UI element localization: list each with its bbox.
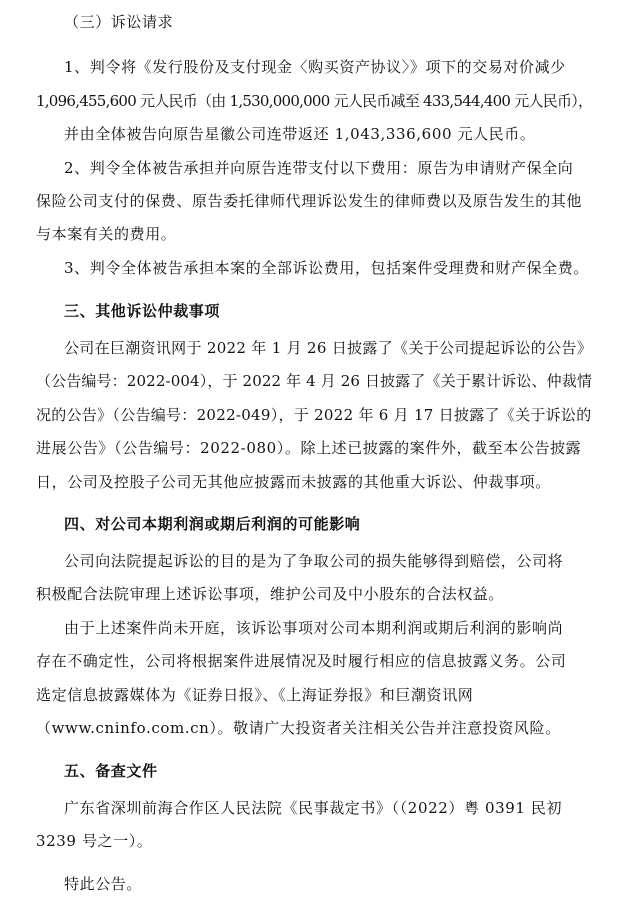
other-litigation-line-5: 日，公司及控股子公司无其他应披露而未披露的其他重大诉讼、仲裁事项。 xyxy=(36,473,551,491)
reference-docs-line-1: 广东省深圳前海合作区人民法院《民事裁定书》（（2022）粤 0391 民初 xyxy=(64,799,563,817)
other-litigation-line-4: 进展公告》（公告编号：2022-080）。除上述已披露的案件外，截至本公告披露 xyxy=(36,439,582,457)
section-reference-docs-heading: 五、备查文件 xyxy=(64,762,158,780)
section-other-litigation-heading: 三、其他诉讼仲裁事项 xyxy=(64,302,221,320)
other-litigation-line-1: 公司在巨潮资讯网于 2022 年 1 月 26 日披露了《关于公司提起诉讼的公告》 xyxy=(64,339,593,357)
claims-item-1-line-3: 并由全体被告向原告星徽公司连带返还 1,043,336,600 元人民币。 xyxy=(64,125,536,143)
impact-para-1-line-1: 公司向法院提起诉讼的目的是为了争取公司的损失能够得到赔偿，公司将 xyxy=(64,552,564,570)
claims-item-1-line-1: 1、判令将《发行股份及支付现金〈购买资产协议〉》项下的交易对价减少 xyxy=(64,58,566,76)
section-profit-impact-heading: 四、对公司本期利润或期后利润的可能影响 xyxy=(64,515,361,533)
reference-docs-line-2: 3239 号之一）。 xyxy=(36,832,153,850)
other-litigation-line-2: （公告编号：2022-004），于 2022 年 4 月 26 日披露了《关于累计诉讼、仲裁情 xyxy=(36,372,592,390)
claims-item-2-line-2: 保险公司支付的保费、原告委托律师代理诉讼发生的律师费以及原告发生的其他 xyxy=(36,192,583,210)
impact-para-2-line-1: 由于上述案件尚未开庭，该诉讼事项对公司本期利润或期后利润的影响尚 xyxy=(64,619,564,637)
closing-statement: 特此公告。 xyxy=(64,875,143,893)
impact-para-2-line-3: 选定信息披露媒体为《证券日报》、《上海证券报》和巨潮资讯网 xyxy=(36,686,474,704)
claims-subsection-title: （三）诉讼请求 xyxy=(64,13,174,31)
other-litigation-line-3: 况的公告》（公告编号：2022-049），于 2022 年 6 月 17 日披露了《关于诉讼的 xyxy=(36,406,592,424)
impact-para-1-line-2: 积极配合法院审理上述诉讼事项，维护公司及中小股东的合法权益。 xyxy=(36,585,505,603)
impact-para-2-line-4: （www.cninfo.com.cn）。敬请广大投资者关注相关公告并注意投资风险。 xyxy=(36,719,561,737)
claims-item-3-line-1: 3、判令全体被告承担本案的全部诉讼费用，包括案件受理费和财产保全费。 xyxy=(64,259,589,277)
impact-para-2-line-2: 存在不确定性，公司将根据案件进展情况及时履行相应的信息披露义务。公司 xyxy=(36,652,567,670)
claims-item-1-line-2: 1,096,455,600 元人民币（由 1,530,000,000 元人民币减至 433,544,400 元人民币）， xyxy=(36,92,593,110)
claims-item-2-line-3: 与本案有关的费用。 xyxy=(36,225,177,243)
claims-item-2-line-1: 2、判令全体被告承担并向原告连带支付以下费用：原告为申请财产保全向 xyxy=(64,159,574,177)
